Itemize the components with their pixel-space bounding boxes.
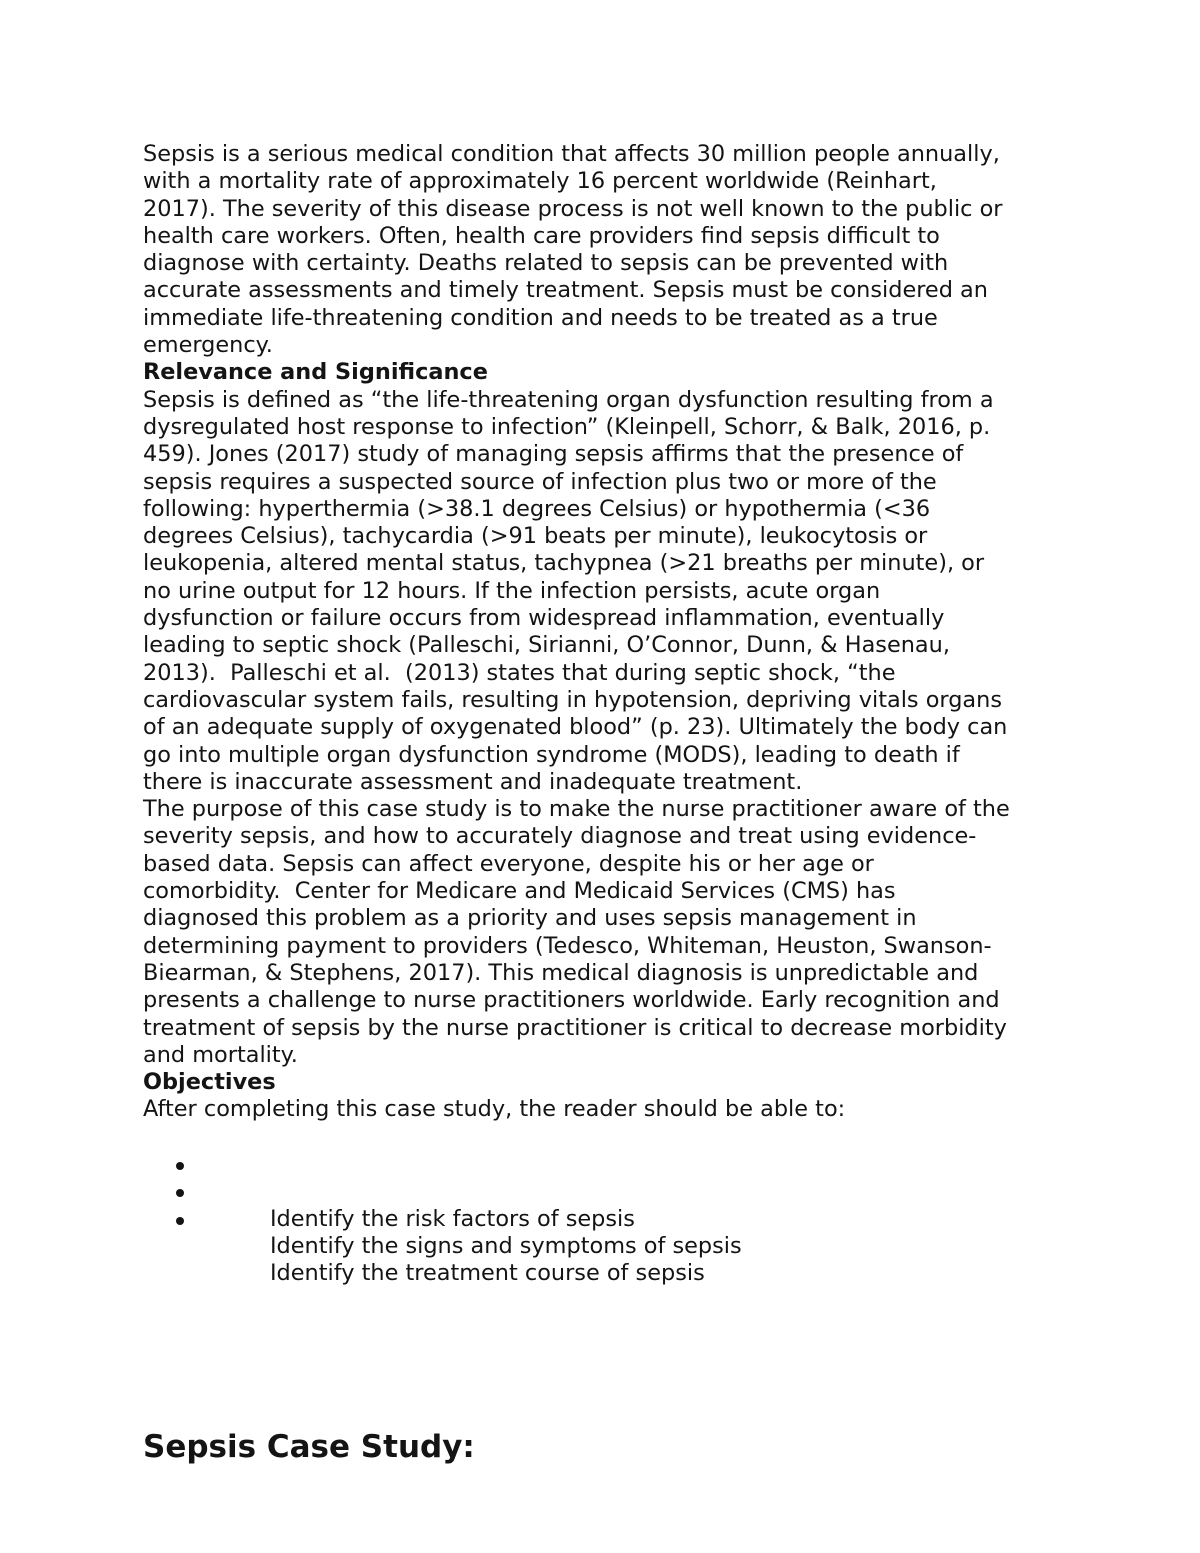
purpose-line: and mortality. xyxy=(143,1041,298,1068)
purpose-line: based data. Sepsis can affect everyone, despite his or her age or xyxy=(143,850,874,877)
relevance-line: Sepsis is defined as “the life-threatening organ dysfunction resulting from a xyxy=(143,386,994,413)
purpose-line: Biearman, & Stephens, 2017). This medical diagnosis is unpredictable and xyxy=(143,959,979,986)
relevance-line: degrees Celsius), tachycardia (>91 beats per minute), leukocytosis or xyxy=(143,523,928,550)
relevance-line: leading to septic shock (Palleschi, Sirianni, O’Connor, Dunn, & Hasenau, xyxy=(143,632,950,659)
objectives-heading: Objectives xyxy=(143,1069,276,1096)
intro-line: immediate life-threatening condition and needs to be treated as a true xyxy=(143,304,938,331)
document-body xyxy=(143,141,1073,1287)
blank-line xyxy=(143,1124,1073,1151)
relevance-line: cardiovascular system fails, resulting in hypotension, depriving vitals organs xyxy=(143,686,1003,713)
case-study-title: Sepsis Case Study: xyxy=(143,1429,475,1465)
relevance-line: dysregulated host response to infection” (Kleinpell, Schorr, & Balk, 2016, p. xyxy=(143,413,991,440)
relevance-line: no urine output for 12 hours. If the infection persists, acute organ xyxy=(143,577,881,604)
relevance-line: there is inaccurate assessment and inadequate treatment. xyxy=(143,768,803,795)
relevance-heading: Relevance and Significance xyxy=(143,359,488,386)
relevance-line: go into multiple organ dysfunction syndrome (MODS), leading to death if xyxy=(143,741,960,768)
intro-line: 2017). The severity of this disease process is not well known to the public or xyxy=(143,195,1003,222)
intro-line: diagnose with certainty. Deaths related to sepsis can be prevented with xyxy=(143,250,949,277)
list-item xyxy=(143,1151,1073,1232)
relevance-line: of an adequate supply of oxygenated blood” (p. 23). Ultimately the body can xyxy=(143,714,1008,741)
bullet-icon xyxy=(176,1217,184,1225)
list-item-text: Identify the risk factors of sepsis xyxy=(269,1205,635,1232)
intro-line: accurate assessments and timely treatment. Sepsis must be considered an xyxy=(143,277,988,304)
relevance-line: leukopenia, altered mental status, tachypnea (>21 breaths per minute), or xyxy=(143,550,985,577)
intro-line: with a mortality rate of approximately 16 percent worldwide (Reinhart, xyxy=(143,168,937,195)
bullet-icon xyxy=(176,1162,184,1170)
relevance-line: following: hyperthermia (>38.1 degrees Celsius) or hypothermia (<36 xyxy=(143,495,931,522)
purpose-line: comorbidity. Center for Medicare and Medicaid Services (CMS) has xyxy=(143,878,896,905)
purpose-line: severity sepsis, and how to accurately diagnose and treat using evidence- xyxy=(143,823,977,850)
intro-line: Sepsis is a serious medical condition that affects 30 million people annually, xyxy=(143,141,1000,167)
relevance-line: 459). Jones (2017) study of managing sepsis affirms that the presence of xyxy=(143,441,964,468)
intro-line: emergency. xyxy=(143,332,273,359)
objectives-list xyxy=(143,1151,1073,1287)
objectives-intro-line: After completing this case study, the reader should be able to: xyxy=(143,1096,846,1123)
bullet-icon xyxy=(176,1189,184,1197)
list-item-text: Identify the treatment course of sepsis xyxy=(269,1260,705,1287)
purpose-line: treatment of sepsis by the nurse practitioner is critical to decrease morbidity xyxy=(143,1014,1007,1041)
purpose-line: presents a challenge to nurse practitioners worldwide. Early recognition and xyxy=(143,987,1000,1014)
objectives-intro xyxy=(143,1096,1073,1123)
relevance-line: 2013). Palleschi et al. (2013) states that during septic shock, “the xyxy=(143,659,896,686)
purpose-line: determining payment to providers (Tedesco, Whiteman, Heuston, Swanson- xyxy=(143,932,992,959)
intro-line: health care workers. Often, health care providers find sepsis difficult to xyxy=(143,222,940,249)
relevance-paragraph xyxy=(143,387,1073,796)
list-item-text: Identify the signs and symptoms of sepsis xyxy=(269,1232,742,1259)
relevance-line: dysfunction or failure occurs from widespread inflammation, eventually xyxy=(143,605,945,632)
purpose-line: The purpose of this case study is to make the nurse practitioner aware of the xyxy=(143,796,1010,823)
intro-paragraph xyxy=(143,141,1073,359)
purpose-line: diagnosed this problem as a priority and uses sepsis management in xyxy=(143,905,917,932)
relevance-line: sepsis requires a suspected source of infection plus two or more of the xyxy=(143,468,937,495)
purpose-paragraph xyxy=(143,796,1073,1069)
